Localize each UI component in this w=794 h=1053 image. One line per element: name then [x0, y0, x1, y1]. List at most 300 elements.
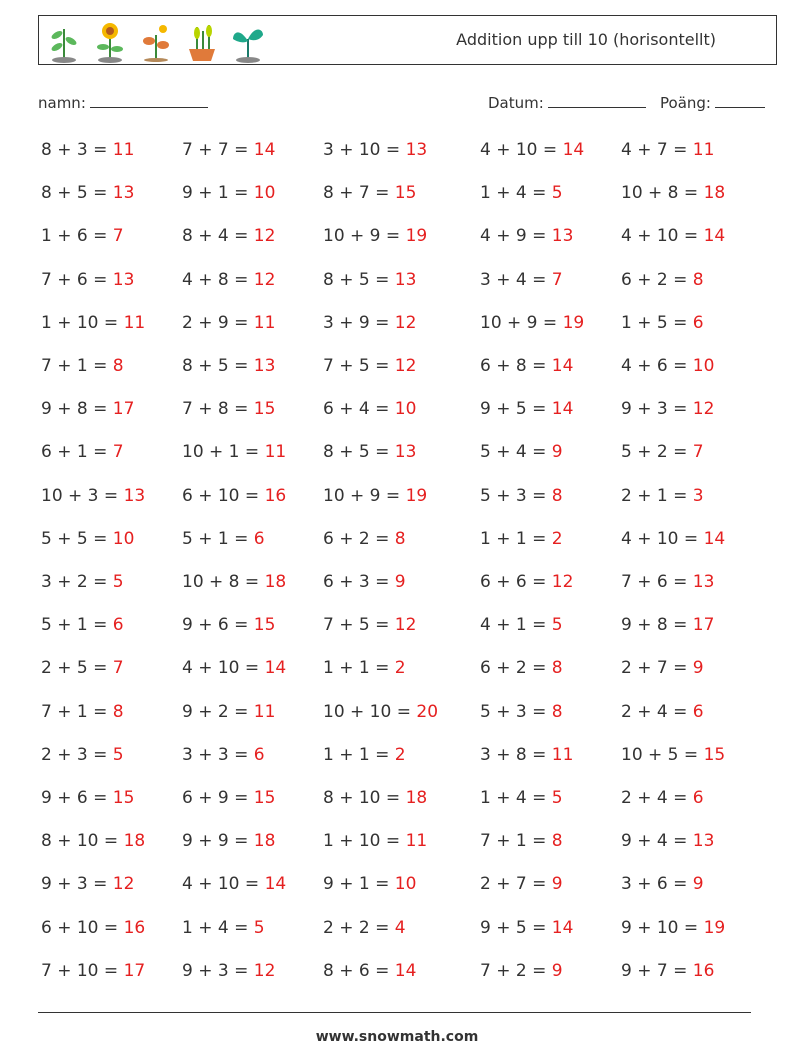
problem-answer: 12 [394, 615, 417, 636]
problem-row [41, 831, 761, 861]
problem-cell [621, 226, 725, 246]
problem-question: 4 + 1 = [480, 615, 552, 636]
problem-question: 1 + 4 = [480, 788, 552, 808]
problem-question: 3 + 8 = [480, 744, 552, 765]
problem-cell [182, 831, 275, 851]
problem-answer: 18 [123, 831, 146, 852]
problem-cell [41, 226, 124, 246]
problem-answer: 16 [692, 960, 715, 981]
problem-cell [182, 270, 275, 290]
problem-answer: 15 [253, 399, 276, 420]
problem-cell [182, 874, 286, 894]
problem-row [41, 486, 761, 516]
problem-cell [480, 658, 563, 678]
problem-cell [621, 529, 725, 549]
problem-answer: 10 [692, 356, 715, 376]
problem-question: 8 + 7 = [323, 183, 395, 204]
problem-cell [323, 961, 416, 981]
problem-answer: 5 [551, 183, 563, 204]
flower-sprout-icon [139, 21, 173, 63]
problem-cell [480, 874, 563, 894]
problem-cell [41, 918, 145, 938]
problem-cell [41, 831, 145, 851]
problem-cell [621, 874, 704, 894]
problem-question: 7 + 6 = [41, 269, 113, 290]
problem-cell [41, 399, 134, 419]
problem-cell [41, 874, 134, 894]
seedling-icon [231, 21, 265, 63]
problem-answer: 7 [112, 226, 124, 247]
problem-row [41, 918, 761, 948]
problem-question: 7 + 7 = [182, 140, 254, 160]
problem-cell [621, 183, 725, 203]
problem-cell [480, 702, 563, 722]
problem-cell [480, 615, 563, 635]
problem-question: 9 + 4 = [621, 831, 693, 852]
problem-question: 9 + 1 = [182, 183, 254, 204]
problem-answer: 8 [551, 658, 563, 679]
problem-question: 2 + 7 = [480, 874, 552, 895]
problem-question: 5 + 4 = [480, 442, 552, 463]
problem-question: 10 + 8 = [182, 572, 265, 592]
problem-answer: 8 [112, 701, 124, 722]
problem-answer: 4 [394, 917, 406, 938]
problem-question: 1 + 6 = [41, 226, 113, 247]
problem-answer: 13 [394, 269, 417, 290]
problem-answer: 5 [253, 917, 265, 938]
problem-cell [480, 788, 563, 808]
problem-cell [480, 486, 563, 506]
problem-question: 3 + 10 = [323, 140, 406, 160]
problem-answer: 12 [394, 312, 417, 333]
problem-row [41, 226, 761, 256]
problem-cell [182, 226, 275, 246]
problem-question: 2 + 1 = [621, 485, 693, 506]
problem-cell [621, 442, 704, 462]
problem-cell [41, 702, 124, 722]
problem-answer: 2 [551, 528, 563, 549]
date-line[interactable] [548, 93, 646, 108]
problem-cell [41, 140, 134, 160]
problem-answer: 14 [562, 140, 585, 160]
problem-answer: 14 [264, 874, 287, 895]
problem-cell [182, 961, 275, 981]
problem-question: 5 + 2 = [621, 442, 693, 463]
problem-question: 6 + 1 = [41, 442, 113, 463]
problem-question: 9 + 10 = [621, 917, 704, 938]
sunflower-icon [93, 21, 127, 63]
problem-question: 1 + 4 = [182, 917, 254, 938]
problem-cell [323, 831, 427, 851]
problem-answer: 5 [551, 788, 563, 808]
problem-cell [323, 572, 406, 592]
problem-answer: 19 [703, 917, 726, 938]
problem-question: 2 + 3 = [41, 744, 113, 765]
problem-answer: 11 [692, 140, 715, 160]
problem-cell [480, 399, 573, 419]
problem-question: 10 + 9 = [323, 226, 406, 247]
problem-cell [323, 918, 406, 938]
problem-question: 3 + 2 = [41, 572, 113, 592]
problem-answer: 9 [692, 658, 704, 679]
problem-answer: 11 [264, 442, 287, 463]
problem-question: 9 + 6 = [182, 615, 254, 636]
problem-question: 9 + 5 = [480, 917, 552, 938]
problem-cell [480, 270, 563, 290]
problem-question: 9 + 6 = [41, 788, 113, 808]
date-field[interactable] [488, 93, 646, 112]
problem-row [41, 658, 761, 688]
problem-question: 9 + 1 = [323, 874, 395, 895]
problem-question: 1 + 5 = [621, 312, 693, 333]
problem-cell [41, 356, 124, 376]
problem-answer: 14 [253, 140, 276, 160]
problem-question: 1 + 10 = [323, 831, 406, 852]
problem-cell [323, 270, 416, 290]
problem-question: 7 + 6 = [621, 572, 693, 592]
problem-question: 2 + 5 = [41, 658, 113, 679]
problem-cell [41, 788, 134, 808]
problem-answer: 14 [394, 960, 417, 981]
name-field[interactable] [38, 93, 208, 112]
problem-answer: 12 [394, 356, 417, 376]
problem-question: 7 + 5 = [323, 615, 395, 636]
problem-row [41, 356, 761, 386]
problem-cell [621, 572, 714, 592]
problem-answer: 10 [253, 183, 276, 204]
problem-question: 5 + 1 = [41, 615, 113, 636]
problem-question: 1 + 4 = [480, 183, 552, 204]
problem-answer: 2 [394, 658, 406, 679]
problem-answer: 15 [253, 788, 276, 808]
problem-cell [323, 658, 406, 678]
problem-cell [323, 615, 416, 635]
problem-cell [323, 313, 416, 333]
problem-question: 7 + 5 = [323, 356, 395, 376]
problem-question: 10 + 10 = [323, 701, 417, 722]
problem-question: 10 + 1 = [182, 442, 265, 463]
problem-question: 3 + 9 = [323, 312, 395, 333]
problem-answer: 15 [703, 744, 726, 765]
problem-cell [323, 702, 438, 722]
problem-row [41, 615, 761, 645]
problem-question: 1 + 1 = [323, 744, 395, 765]
problem-answer: 6 [253, 744, 265, 765]
problem-question: 2 + 2 = [323, 917, 395, 938]
problem-cell [41, 961, 145, 981]
problem-cell [182, 658, 286, 678]
problem-question: 7 + 1 = [41, 701, 113, 722]
problem-answer: 16 [264, 485, 287, 506]
problem-question: 6 + 4 = [323, 399, 395, 420]
problem-cell [621, 356, 714, 376]
footer-url: www.snowmath.com [315, 1029, 479, 1045]
problem-question: 5 + 3 = [480, 485, 552, 506]
problem-row [41, 961, 761, 991]
problem-cell [323, 486, 427, 506]
problem-answer: 18 [703, 183, 726, 204]
problem-question: 4 + 10 = [182, 874, 265, 895]
problem-question: 10 + 5 = [621, 744, 704, 765]
problem-answer: 6 [692, 701, 704, 722]
problem-question: 5 + 1 = [182, 528, 254, 549]
problem-answer: 13 [551, 226, 574, 247]
problem-row [41, 702, 761, 732]
problem-cell [480, 226, 573, 246]
problem-row [41, 572, 761, 602]
problem-answer: 6 [253, 528, 265, 549]
problem-answer: 18 [405, 788, 428, 808]
problem-question: 10 + 8 = [621, 183, 704, 204]
problem-cell [621, 615, 714, 635]
problem-answer: 13 [112, 269, 135, 290]
header-box [38, 15, 777, 65]
problem-answer: 14 [264, 658, 287, 679]
problem-answer: 5 [112, 572, 124, 592]
problem-cell [182, 399, 275, 419]
problem-cell [182, 615, 275, 635]
problem-answer: 10 [394, 399, 417, 420]
problem-answer: 14 [551, 356, 574, 376]
problem-question: 8 + 3 = [41, 140, 113, 160]
problem-cell [182, 442, 286, 462]
problem-cell [621, 313, 704, 333]
problem-question: 9 + 3 = [41, 874, 113, 895]
problem-answer: 13 [123, 485, 146, 506]
problem-answer: 19 [405, 226, 428, 247]
problem-answer: 18 [264, 572, 287, 592]
problem-answer: 5 [112, 744, 124, 765]
problem-question: 1 + 1 = [323, 658, 395, 679]
problem-question: 8 + 5 = [323, 269, 395, 290]
problem-row [41, 788, 761, 818]
problem-answer: 12 [692, 399, 715, 420]
problem-question: 10 + 9 = [480, 312, 563, 333]
problem-answer: 13 [253, 356, 276, 376]
problem-cell [621, 702, 704, 722]
problem-answer: 16 [123, 917, 146, 938]
problem-question: 8 + 4 = [182, 226, 254, 247]
problem-answer: 7 [112, 658, 124, 679]
sprout-icon [47, 21, 81, 63]
problem-question: 9 + 8 = [621, 615, 693, 636]
problem-row [41, 745, 761, 775]
problem-answer: 15 [394, 183, 417, 204]
problem-question: 4 + 10 = [621, 528, 704, 549]
problem-question: 8 + 5 = [41, 183, 113, 204]
problem-cell [621, 745, 725, 765]
problem-cell [621, 918, 725, 938]
potted-plant-icon [185, 21, 219, 63]
problem-question: 10 + 3 = [41, 485, 124, 506]
problem-question: 8 + 10 = [323, 788, 406, 808]
problem-cell [480, 442, 563, 462]
problem-answer: 14 [703, 226, 726, 247]
problem-question: 1 + 1 = [480, 528, 552, 549]
problem-answer: 6 [112, 615, 124, 636]
problem-cell [182, 183, 275, 203]
score-label: Poäng: [660, 94, 711, 112]
problem-cell [182, 140, 275, 160]
problem-answer: 17 [692, 615, 715, 636]
problem-question: 6 + 6 = [480, 572, 552, 592]
problem-answer: 9 [551, 960, 563, 981]
problem-question: 5 + 5 = [41, 528, 113, 549]
problem-answer: 6 [692, 312, 704, 333]
problem-answer: 14 [703, 528, 726, 549]
problem-cell [480, 831, 563, 851]
problem-question: 8 + 5 = [182, 356, 254, 376]
problem-answer: 2 [394, 744, 406, 765]
problem-question: 4 + 8 = [182, 269, 254, 290]
problem-answer: 9 [551, 442, 563, 463]
problem-cell [480, 529, 563, 549]
problem-question: 2 + 7 = [621, 658, 693, 679]
problem-answer: 11 [123, 312, 146, 333]
problem-answer: 8 [551, 701, 563, 722]
problem-question: 4 + 10 = [182, 658, 265, 679]
problem-answer: 13 [692, 572, 715, 592]
date-label: Datum: [488, 94, 544, 112]
problem-cell [182, 529, 265, 549]
problem-answer: 19 [562, 312, 585, 333]
problem-cell [621, 140, 714, 160]
problem-cell [182, 788, 275, 808]
problem-cell [323, 788, 427, 808]
problem-answer: 13 [112, 183, 135, 204]
problem-cell [41, 270, 134, 290]
problem-answer: 15 [112, 788, 135, 808]
problem-answer: 11 [405, 831, 428, 852]
problem-answer: 12 [253, 960, 276, 981]
problem-answer: 7 [692, 442, 704, 463]
problem-question: 9 + 2 = [182, 701, 254, 722]
problem-answer: 17 [112, 399, 135, 420]
problem-cell [621, 270, 704, 290]
problem-answer: 9 [551, 874, 563, 895]
problem-row [41, 529, 761, 559]
problem-question: 9 + 3 = [182, 960, 254, 981]
problem-question: 7 + 1 = [41, 356, 113, 376]
problem-cell [41, 313, 145, 333]
problem-cell [41, 529, 134, 549]
problem-answer: 12 [253, 226, 276, 247]
problem-question: 7 + 8 = [182, 399, 254, 420]
problem-cell [182, 702, 275, 722]
problem-answer: 19 [405, 485, 428, 506]
problem-answer: 14 [551, 399, 574, 420]
problem-question: 7 + 2 = [480, 960, 552, 981]
problem-answer: 11 [112, 140, 135, 160]
problem-cell [41, 572, 124, 592]
problem-answer: 3 [692, 485, 704, 506]
problem-answer: 9 [394, 572, 406, 592]
problem-row [41, 313, 761, 343]
problem-answer: 13 [405, 140, 428, 160]
problem-question: 6 + 9 = [182, 788, 254, 808]
problem-cell [41, 615, 124, 635]
problem-question: 2 + 4 = [621, 788, 693, 808]
problem-row [41, 183, 761, 213]
problem-question: 7 + 10 = [41, 960, 124, 981]
problem-cell [41, 486, 145, 506]
problem-cell [41, 658, 124, 678]
score-line[interactable] [715, 93, 765, 108]
problem-row [41, 140, 761, 170]
problem-answer: 14 [551, 917, 574, 938]
problem-cell [182, 572, 286, 592]
score-field[interactable] [660, 93, 765, 112]
problem-cell [323, 356, 416, 376]
problem-question: 6 + 8 = [480, 356, 552, 376]
problem-row [41, 270, 761, 300]
problem-question: 9 + 7 = [621, 960, 693, 981]
problem-answer: 18 [253, 831, 276, 852]
problem-cell [480, 140, 584, 160]
name-line[interactable] [90, 93, 208, 108]
problem-answer: 12 [551, 572, 574, 592]
name-label: namn: [38, 94, 86, 112]
problem-cell [480, 313, 584, 333]
problem-question: 6 + 10 = [41, 917, 124, 938]
problem-answer: 8 [394, 528, 406, 549]
problem-cell [182, 918, 265, 938]
problem-cell [621, 486, 704, 506]
problem-answer: 8 [551, 485, 563, 506]
problem-cell [41, 745, 124, 765]
problem-question: 3 + 6 = [621, 874, 693, 895]
problem-cell [480, 961, 563, 981]
problem-question: 6 + 2 = [621, 269, 693, 290]
problem-cell [621, 788, 704, 808]
problem-row [41, 874, 761, 904]
problem-cell [621, 658, 704, 678]
problem-cell [182, 745, 265, 765]
problem-question: 10 + 9 = [323, 485, 406, 506]
problem-cell [323, 745, 406, 765]
problem-cell [323, 226, 427, 246]
problem-answer: 15 [253, 615, 276, 636]
problem-answer: 11 [253, 701, 276, 722]
problem-question: 5 + 3 = [480, 701, 552, 722]
problem-question: 3 + 3 = [182, 744, 254, 765]
problem-answer: 5 [551, 615, 563, 636]
problem-answer: 6 [692, 788, 704, 808]
problem-answer: 10 [394, 874, 417, 895]
problem-answer: 8 [551, 831, 563, 852]
footer-divider [38, 1012, 751, 1013]
problem-question: 8 + 10 = [41, 831, 124, 852]
problem-question: 6 + 2 = [480, 658, 552, 679]
problem-question: 4 + 10 = [621, 226, 704, 247]
problem-cell [480, 918, 573, 938]
problem-cell [323, 183, 416, 203]
plant-icons [47, 21, 265, 63]
problem-question: 8 + 6 = [323, 960, 395, 981]
problem-answer: 8 [692, 269, 704, 290]
problem-cell [480, 745, 573, 765]
problem-cell [323, 140, 427, 160]
problem-cell [621, 399, 714, 419]
problem-question: 1 + 10 = [41, 312, 124, 333]
problem-answer: 10 [112, 528, 135, 549]
problem-answer: 12 [112, 874, 135, 895]
problem-question: 9 + 5 = [480, 399, 552, 420]
problem-cell [480, 183, 563, 203]
problem-row [41, 442, 761, 472]
problem-row [41, 399, 761, 429]
problem-cell [323, 529, 406, 549]
